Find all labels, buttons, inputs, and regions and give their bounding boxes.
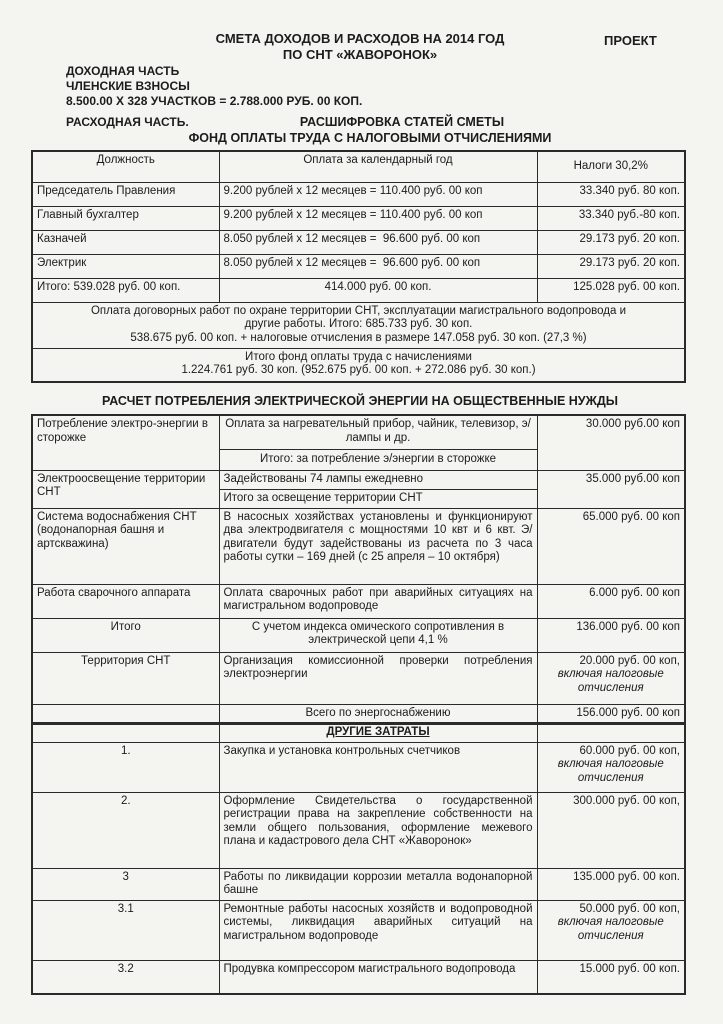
empty-cell xyxy=(537,723,685,742)
table-row xyxy=(32,230,685,254)
fund-total-value: 1.224.761 руб. 30 коп. (952.675 руб. 00 коп. + 272.086 руб. 30 коп.) xyxy=(181,364,536,377)
amount-cell: 35.000 руб.00 коп xyxy=(537,470,685,508)
description-cell: Оплата сварочных работ при аварийных ситуациях на магистральном водопроводе xyxy=(219,584,537,618)
amount-cell: 65.000 руб. 00 коп xyxy=(537,508,685,584)
document-title: СМЕТА ДОХОДОВ И РАСХОДОВ НА 2014 ГОД xyxy=(215,31,505,46)
position-cell: Казначей xyxy=(32,230,219,254)
amount-cell xyxy=(537,652,685,704)
membership-fees-heading: ЧЛЕНСКИЕ ВЗНОСЫ xyxy=(66,79,190,93)
annual-pay-cell: 9.200 рублей х 12 месяцев = 110.400 руб. 00 коп xyxy=(219,182,537,206)
column-header-annual-pay: Оплата за календарный год xyxy=(219,151,537,182)
payroll-total-label: Итого: 539.028 руб. 00 коп. xyxy=(32,278,219,302)
payroll-fund-title: ФОНД ОПЛАТЫ ТРУДА С НАЛОГОВЫМИ ОТЧИСЛЕНИЯМИ xyxy=(188,131,552,145)
electricity-section-title: РАСЧЕТ ПОТРЕБЛЕНИЯ ЭЛЕКТРИЧЕСКОЙ ЭНЕРГИИ НА ОБЩЕСТВЕННЫЕ НУЖДЫ xyxy=(101,394,619,408)
item-cell: Потребление электро-энергии в сторожке xyxy=(32,415,219,470)
table-row xyxy=(32,652,685,704)
table-row xyxy=(32,742,685,792)
contract-work-line: 538.675 руб. 00 коп. + налоговые отчисления в размере 147.058 руб. 30 коп. (27,3 %) xyxy=(130,331,587,344)
other-expenses-title: ДРУГИЕ ЗАТРАТЫ xyxy=(219,723,537,742)
income-heading: ДОХОДНАЯ ЧАСТЬ xyxy=(66,64,180,78)
position-cell: Главный бухгалтер xyxy=(32,206,219,230)
income-formula: 8.500.00 Х 328 УЧАСТКОВ = 2.788.000 РУБ. 00 КОП. xyxy=(66,94,363,108)
table-row xyxy=(32,254,685,278)
description-cell: Работы по ликвидации коррозии металла водонапорной башне xyxy=(219,868,537,900)
item-cell: Работа сварочного аппарата xyxy=(32,584,219,618)
payroll-fund-total-row xyxy=(32,348,685,382)
breakdown-heading: РАСШИФРОВКА СТАТЕЙ СМЕТЫ xyxy=(299,115,505,129)
annual-pay-cell: 8.050 рублей х 12 месяцев = 96.600 руб. 00 коп xyxy=(219,230,537,254)
position-cell: Электрик xyxy=(32,254,219,278)
amount-value: 50.000 руб. 00 коп, xyxy=(579,902,680,915)
tax-cell: 33.340 руб. 80 коп. xyxy=(537,182,685,206)
item-cell: Электроосвещение территории СНТ xyxy=(32,470,219,508)
table-row xyxy=(32,900,685,960)
electricity-table xyxy=(31,414,686,725)
energy-total-amount: 156.000 руб. 00 коп xyxy=(537,704,685,724)
contract-work-line: другие работы. Итого: 685.733 руб. 30 коп. xyxy=(244,318,473,331)
draft-status-label: ПРОЕКТ xyxy=(604,33,657,48)
other-expenses-header-row xyxy=(32,723,685,742)
tax-note: включая налоговые отчисления xyxy=(557,668,664,694)
description-cell xyxy=(219,470,537,508)
tax-note: включая налоговые отчисления xyxy=(557,758,664,784)
amount-cell: 6.000 руб. 00 коп xyxy=(537,584,685,618)
column-header-position: Должность xyxy=(32,151,219,182)
table-row xyxy=(32,182,685,206)
item-number: 3.2 xyxy=(32,960,219,994)
expense-heading: РАСХОДНАЯ ЧАСТЬ. xyxy=(66,115,189,129)
empty-cell xyxy=(32,723,219,742)
table-row xyxy=(32,206,685,230)
payroll-fund-total-cell xyxy=(32,348,685,382)
fund-total-label: Итого фонд оплаты труда с начислениями xyxy=(245,350,472,363)
item-cell: Территория СНТ xyxy=(32,652,219,704)
energy-total-label: Всего по энергоснабжению xyxy=(219,704,537,724)
tax-note: включая налоговые отчисления xyxy=(557,916,664,942)
description-text: Оплата за нагревательный прибор, чайник, телевизор, э/лампы и др. xyxy=(220,416,537,450)
table-row xyxy=(32,508,685,584)
item-number: 1. xyxy=(32,742,219,792)
amount-cell: 15.000 руб. 00 коп. xyxy=(537,960,685,994)
other-expenses-table xyxy=(31,722,686,995)
table-row xyxy=(32,470,685,508)
payroll-total-tax: 125.028 руб. 00 коп. xyxy=(537,278,685,302)
table-header-row xyxy=(32,151,685,182)
table-row xyxy=(32,415,685,470)
table-row xyxy=(32,868,685,900)
contract-work-cell xyxy=(32,302,685,348)
position-cell: Председатель Правления xyxy=(32,182,219,206)
payroll-total-row xyxy=(32,278,685,302)
annual-pay-cell: 8.050 рублей х 12 месяцев = 96.600 руб. 00 коп xyxy=(219,254,537,278)
table-row xyxy=(32,584,685,618)
description-cell xyxy=(219,415,537,470)
amount-cell xyxy=(537,900,685,960)
description-cell: Оформление Свидетельства о государственной регистрации права на закрепление собственности на земли общего пользования, оформление межевого плана и кадастрового дела СНТ «Жаворонок» xyxy=(219,792,537,868)
amount-value: 60.000 руб. 00 коп, xyxy=(579,744,680,757)
description-cell: Продувка компрессором магистрального водопровода xyxy=(219,960,537,994)
item-cell: Система водоснабжения СНТ (водонапорная башня и артскважина) xyxy=(32,508,219,584)
item-cell: Итого xyxy=(32,618,219,652)
description-cell: Ремонтные работы насосных хозяйств и водопроводной системы, ликвидация аварийных ситуаций на магистральном водопроводе xyxy=(219,900,537,960)
tax-cell: 33.340 руб.-80 коп. xyxy=(537,206,685,230)
description-text: Задействованы 74 лампы ежедневно xyxy=(220,471,537,490)
description-cell: В насосных хозяйствах установлены и функционируют два электродвигателя с мощностями 10 квт и 6 квт. Э/двигатели будут задействованы из расчета по 3 часа работы сутки – 169 дней (с 25 апреля – 10 октября) xyxy=(219,508,537,584)
tax-cell: 29.173 руб. 20 коп. xyxy=(537,254,685,278)
amount-cell xyxy=(537,742,685,792)
amount-value: 20.000 руб. 00 коп, xyxy=(579,654,680,667)
contract-work-row xyxy=(32,302,685,348)
description-cell: Закупка и установка контрольных счетчиков xyxy=(219,742,537,792)
amount-cell: 136.000 руб. 00 коп xyxy=(537,618,685,652)
item-number: 3 xyxy=(32,868,219,900)
document-subtitle: ПО СНТ «ЖАВОРОНОК» xyxy=(282,47,438,62)
item-number: 2. xyxy=(32,792,219,868)
contract-work-line: Оплата договорных работ по охране территории СНТ, эксплуатации магистрального водопровода и xyxy=(90,304,626,317)
table-row xyxy=(32,792,685,868)
amount-cell: 300.000 руб. 00 коп, xyxy=(537,792,685,868)
description-cell: Организация комиссионной проверки потребления электроэнергии xyxy=(219,652,537,704)
description-cell: С учетом индекса омического сопротивления в электрической цепи 4,1 % xyxy=(219,618,537,652)
table-row xyxy=(32,960,685,994)
payroll-table xyxy=(31,150,686,383)
electricity-subtotal-row xyxy=(32,618,685,652)
annual-pay-cell: 9.200 рублей х 12 месяцев = 110.400 руб. 00 коп xyxy=(219,206,537,230)
amount-cell: 135.000 руб. 00 коп. xyxy=(537,868,685,900)
tax-cell: 29.173 руб. 20 коп. xyxy=(537,230,685,254)
item-number: 3.1 xyxy=(32,900,219,960)
payroll-total-pay: 414.000 руб. 00 коп. xyxy=(219,278,537,302)
amount-cell: 30.000 руб.00 коп xyxy=(537,415,685,470)
subtotal-text: Итого: за потребление э/энергии в сторожке xyxy=(259,453,497,465)
subtotal-text: Итого за освещение территории СНТ xyxy=(223,491,423,504)
column-header-taxes: Налоги 30,2% xyxy=(537,151,685,182)
